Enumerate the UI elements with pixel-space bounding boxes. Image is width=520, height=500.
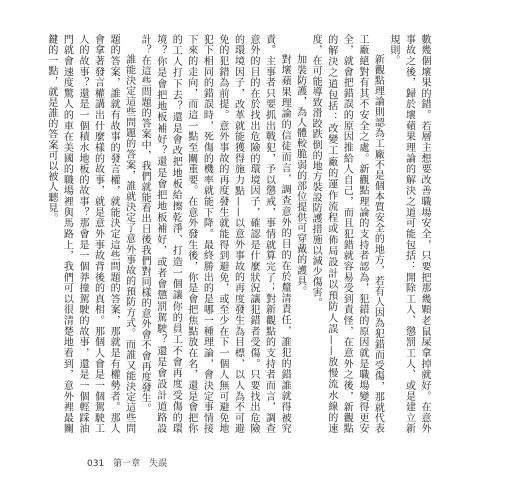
chapter-title: 失誤 bbox=[148, 459, 167, 469]
page-footer bbox=[87, 456, 173, 469]
paragraph: 數幾個壞果的錯。若層主想要改善職場安全，只要把那幾顆老鼠屎拿掉就好。在意外事故之後，歸於壞蘋果理論的解決之道可能包括：開除工人、懲罰工人、或是建立新規則。 bbox=[387, 34, 430, 434]
paragraph: 對壞蘋果理論的信徒而言，調查意外的目的在於釐清責任，誰犯的錯誰就得被究責。主事者只要抓出戰犯，予以懲戒，事情就算完了；對新觀點的支持者而言，調查意外的目的在於找出危險的環境因子，確認是什麼狀況讓犯錯者受傷。只要找出危險的環境因子，改革就能獲得施力點——以意外事故的再度發生為目標，以人為不可避免的犯錯為前提。意外事故的再度發生就能得到避免，或至少在下一個人無可避免地犯下相同的錯誤時，死傷的機率就能下降。最終勝出的是哪一種理論，會決定事情接下來的走向，而這一點至關重要。在意外發生後，你是會把焦點放在名，還是會把你的工人打下去？還是會改把地板給擦乾淨、打造一個讓你的員工不會再度受傷的環境？你是會把地板補好？還是會把地板補好，或者會懲罰駕駛？還是會設計道路設計？在這些問題的答案中，我們就能看出日後我們對同樣的意外會不會再度發生。 bbox=[139, 34, 291, 434]
paragraph: 加裝防護，為人體較脆弱的部位提供可穿戴的護具。 bbox=[294, 54, 306, 297]
page-number: 031 bbox=[87, 459, 105, 469]
body-text bbox=[45, 34, 432, 434]
chapter-number: 第一章 bbox=[113, 459, 141, 469]
paragraph: 誰能決定這些問題的答案，誰就決定了意外事故的預防方式。而誰又能決定這些問題的答案，誰就有故事的發言權，就能決定這些問題的答案，那就是有權勢者。那人會拿著發言權講出什麼樣的故事，就是意外事故背後的真相。那個人會是一個駕駛工人的故事？還是一個積水地板的故事？那會是一個莽撞駕駛的故事，還是一個輕踩油門就會速度驚人的車在美國的職場裡與馬路上，我們可以很清楚地看到，意外裡最關鍵的一點，就是誰的答案可以被人聽見。 bbox=[45, 34, 135, 434]
paragraph: 新觀點理論則認為工廠不是個本質安全的地方，若有人因為犯錯而受傷，那就代表工廠絕對有其不安全之處。新觀點理論的支持者認為，犯錯的原因就是職場變得更安全，就會把錯誤的原因推給人自己，而且犯錯就容易受到責怪，在意外之後，新觀點的解決之道包括：改變工廠的運作流程或佈局設計以預防人誤——放慢流水線的速度，在可能導致滑跤跌倒的地方裝設防護措施以減少傷害。 bbox=[310, 34, 384, 434]
